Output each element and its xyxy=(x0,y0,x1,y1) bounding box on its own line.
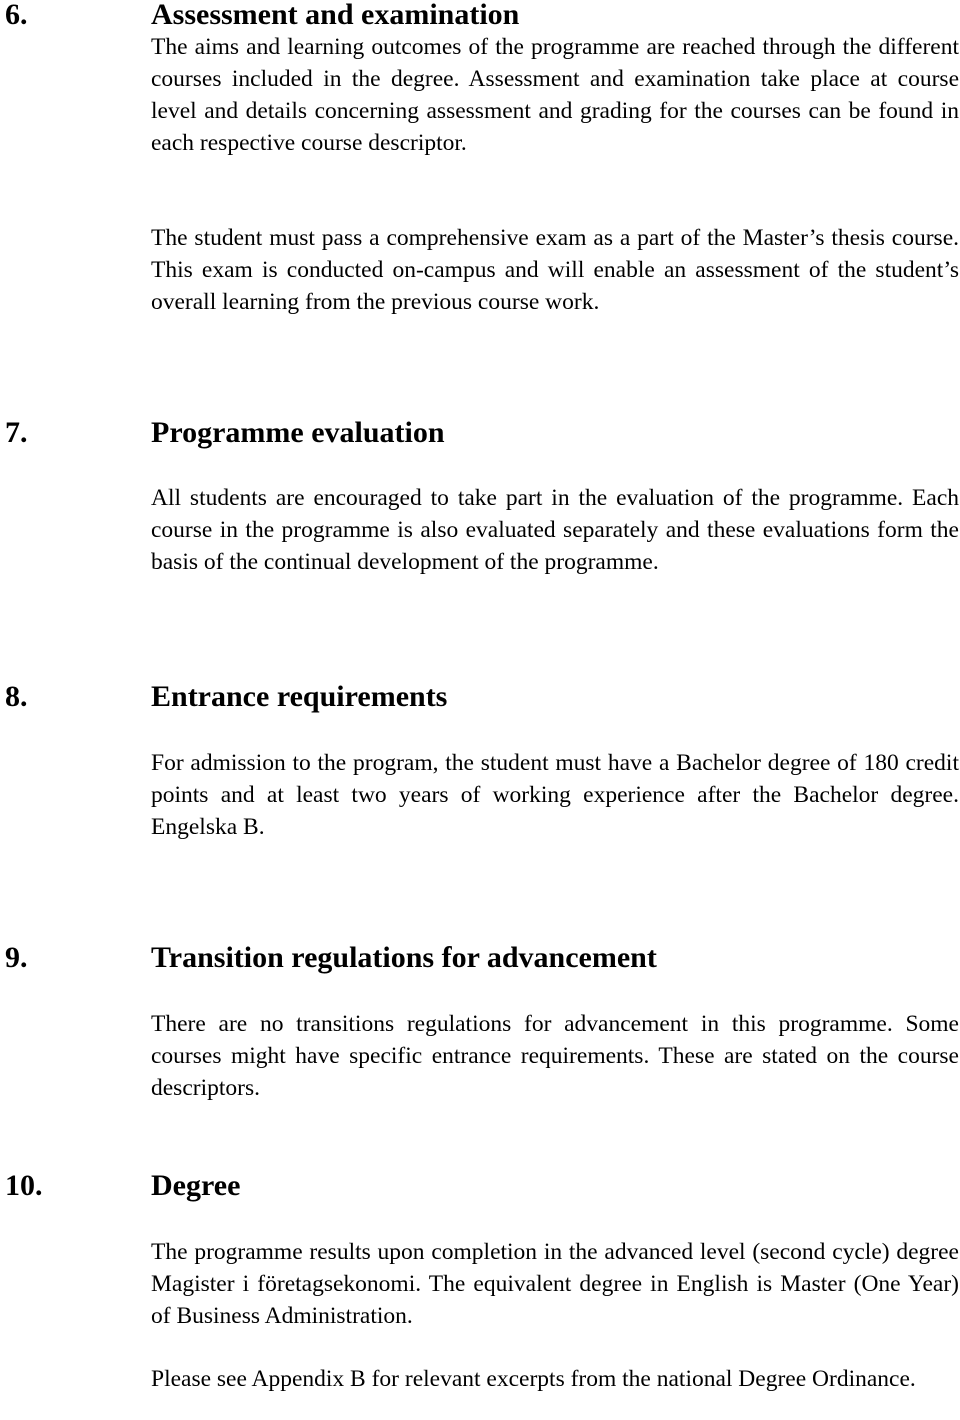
paragraph: The student must pass a comprehensive exam as a part of the Master’s thesis course. This exam is conducted on-campus and will enable an assessment of the student’s overall learning from the previous course work. xyxy=(151,225,959,315)
section-title: Transition regulations for advancement xyxy=(151,941,657,974)
section-number: 7. xyxy=(5,416,28,449)
paragraph: For admission to the program, the student must have a Bachelor degree of 180 credit points and at least two years of working experience after the Bachelor degree. Engelska B. xyxy=(151,750,959,840)
section-number: 10. xyxy=(5,1169,43,1202)
section-title: Entrance requirements xyxy=(151,680,448,713)
section-title: Programme evaluation xyxy=(151,416,445,449)
section-number: 6. xyxy=(5,0,28,31)
paragraph: The programme results upon completion in the advanced level (second cycle) degree Magister i företagsekonomi. The equivalent degree in English is Master (One Year) of Business Administration. xyxy=(151,1239,959,1329)
paragraph: There are no transitions regulations for advancement in this programme. Some courses might have specific entrance requirements. These are stated on the course descriptors. xyxy=(151,1011,959,1101)
section-number: 8. xyxy=(5,680,28,713)
paragraph: All students are encouraged to take part in the evaluation of the programme. Each course in the programme is also evaluated separately and these evaluations form the basis of the continual development of the programme. xyxy=(151,485,959,575)
section-title: Degree xyxy=(151,1169,241,1202)
section-number: 9. xyxy=(5,941,28,974)
section-title: Assessment and examination xyxy=(151,0,520,31)
paragraph: Please see Appendix B for relevant excerpts from the national Degree Ordinance. xyxy=(151,1366,916,1392)
paragraph: The aims and learning outcomes of the programme are reached through the different courses included in the degree. Assessment and examination take place at course level and details concerning assessment and grading for the courses can be found in each respective course descriptor. xyxy=(151,34,959,156)
